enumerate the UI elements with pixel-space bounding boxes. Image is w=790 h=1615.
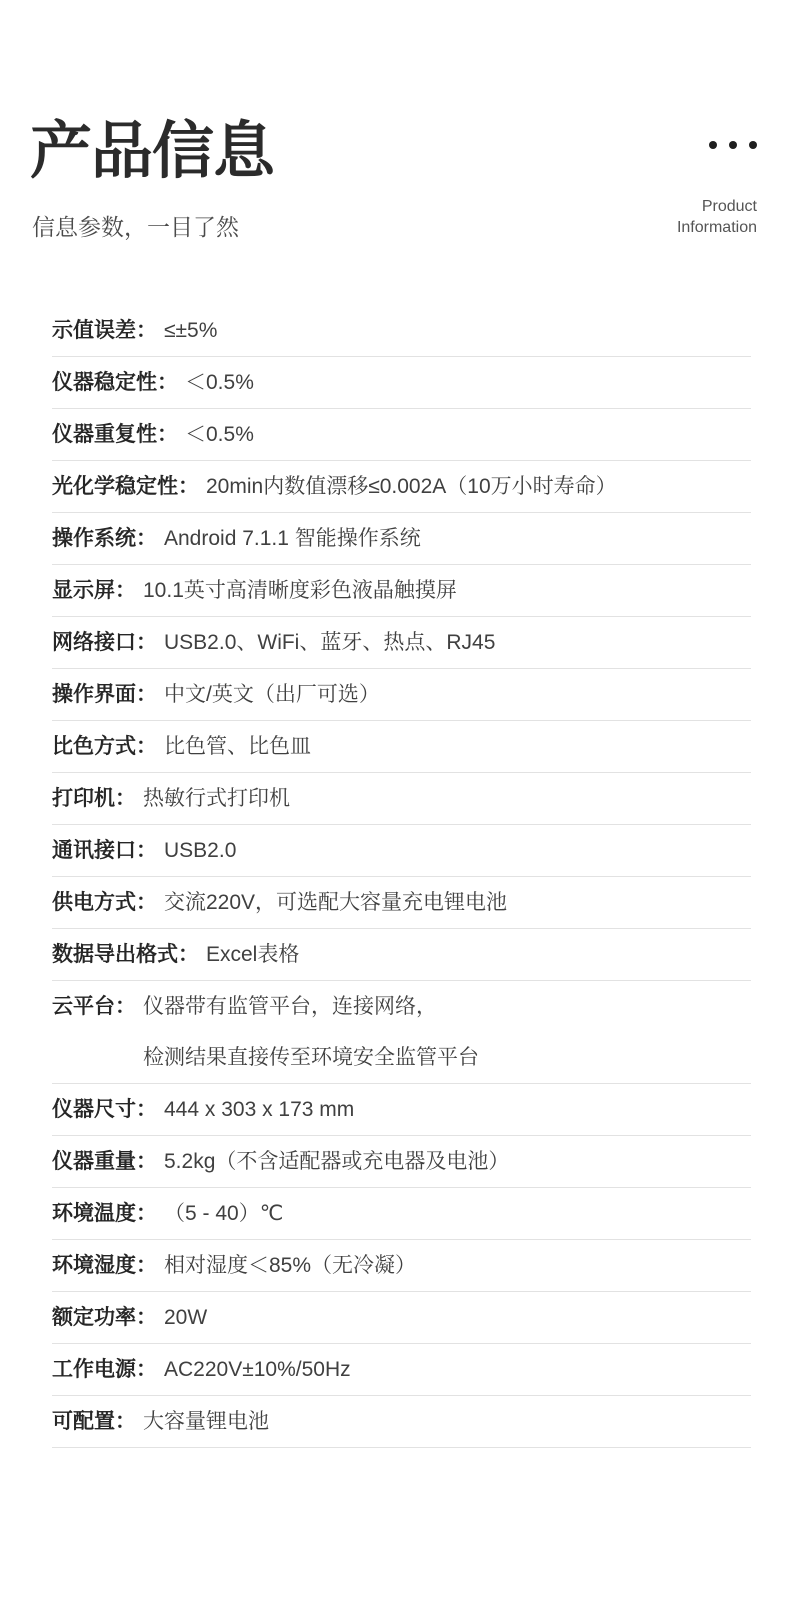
section-header: [0, 0, 790, 247]
spec-value: [164, 305, 217, 356]
spec-value-line1: 热敏行式打印机: [143, 787, 290, 810]
page-subtitle: 信息参数，一目了然: [32, 214, 239, 240]
spec-label: 额定功率：: [52, 1306, 157, 1329]
spec-label: 仪器重量：: [52, 1150, 157, 1173]
spec-label: 操作界面：: [52, 683, 157, 706]
spec-value: [143, 565, 457, 616]
spec-row: [52, 929, 751, 981]
spec-value: [164, 1344, 351, 1395]
spec-label: 通讯接口：: [52, 839, 157, 862]
dot-icon: [709, 141, 717, 149]
spec-label: 操作系统：: [52, 527, 157, 550]
spec-label: 光化学稳定性：: [52, 475, 199, 498]
spec-value-line1: AC220V±10%/50Hz: [164, 1358, 351, 1381]
spec-value-line1: 仪器带有监管平台，连接网络，: [143, 995, 437, 1018]
spec-label: 比色方式：: [52, 735, 157, 758]
spec-value: [164, 825, 236, 876]
spec-label: 示值误差：: [52, 319, 157, 342]
spec-row: [52, 305, 751, 357]
english-caption-line1: Product: [701, 198, 757, 215]
spec-value-line1: 相对湿度＜85%（无冷凝）: [164, 1254, 417, 1277]
spec-value: [164, 1084, 354, 1135]
spec-row: [52, 981, 751, 1084]
spec-value-line1: ≤±5%: [164, 319, 218, 342]
spec-list: [52, 305, 751, 1448]
dot-icon: [749, 141, 757, 149]
spec-row: [52, 617, 751, 669]
spec-row: [52, 1136, 751, 1188]
spec-value: [164, 1292, 207, 1343]
spec-row: [52, 1344, 751, 1396]
spec-value-line1: 20min内数值漂移≤0.002A（10万小时寿命）: [206, 475, 617, 498]
spec-label: 网络接口：: [52, 631, 157, 654]
ellipsis-icon: [677, 141, 757, 149]
spec-value: [164, 1188, 283, 1239]
spec-value: [164, 1240, 416, 1291]
spec-value: [143, 773, 290, 824]
spec-value: [164, 513, 421, 564]
spec-row: [52, 1084, 751, 1136]
spec-label: 数据导出格式：: [52, 943, 199, 966]
spec-value-line1: Excel表格: [206, 943, 300, 966]
spec-value-line1: 10.1英寸高清晰度彩色液晶触摸屏: [143, 579, 457, 602]
spec-value-line1: 交流220V，可选配大容量充电锂电池: [164, 891, 508, 914]
spec-value-line1: USB2.0: [164, 839, 237, 862]
spec-row: [52, 1396, 751, 1448]
english-caption: [677, 196, 757, 238]
spec-label: 云平台：: [52, 995, 136, 1018]
spec-row: [52, 825, 751, 877]
spec-value: [143, 981, 479, 1083]
spec-row: [52, 877, 751, 929]
spec-label: 仪器重复性：: [52, 423, 178, 446]
header-right: [677, 141, 757, 238]
spec-label: 供电方式：: [52, 891, 157, 914]
spec-value: [185, 357, 254, 408]
spec-label: 可配置：: [52, 1410, 136, 1433]
spec-row: [52, 565, 751, 617]
spec-row: [52, 1240, 751, 1292]
spec-value-line1: USB2.0、WiFi、蓝牙、热点、RJ45: [164, 631, 496, 654]
spec-row: [52, 669, 751, 721]
spec-value-line1: （5 - 40）℃: [164, 1202, 284, 1225]
spec-value: [164, 617, 495, 668]
spec-value-line1: 大容量锂电池: [143, 1410, 269, 1433]
spec-row: [52, 357, 751, 409]
spec-label: 环境湿度：: [52, 1254, 157, 1277]
spec-value-line1: 中文/英文（出厂可选）: [164, 683, 380, 706]
spec-row: [52, 773, 751, 825]
spec-value-line1: 比色管、比色皿: [164, 735, 311, 758]
spec-row: [52, 461, 751, 513]
spec-label: 仪器尺寸：: [52, 1098, 157, 1121]
spec-label: 打印机：: [52, 787, 136, 810]
spec-row: [52, 409, 751, 461]
spec-value: [206, 461, 617, 512]
spec-value: [164, 721, 311, 772]
spec-value-line1: 444 x 303 x 173 mm: [164, 1098, 355, 1121]
spec-value-line1: 5.2kg（不含适配器或充电器及电池）: [164, 1150, 510, 1173]
spec-row: [52, 513, 751, 565]
spec-value-line1: ＜0.5%: [185, 371, 254, 394]
spec-label: 仪器稳定性：: [52, 371, 178, 394]
spec-label: 环境温度：: [52, 1202, 157, 1225]
english-caption-line2: Information: [676, 219, 757, 236]
spec-value: [164, 1136, 509, 1187]
spec-value-line1: ＜0.5%: [185, 423, 254, 446]
spec-value-line2: 检测结果直接传至环境安全监管平台: [143, 1046, 479, 1069]
spec-row: [52, 1188, 751, 1240]
spec-value-line1: 20W: [164, 1306, 208, 1329]
spec-label: 工作电源：: [52, 1358, 157, 1381]
spec-value: [206, 929, 299, 980]
spec-value: [164, 669, 380, 720]
page-title: 产品信息: [30, 118, 275, 186]
spec-row: [52, 721, 751, 773]
dot-icon: [729, 141, 737, 149]
spec-value-line1: Android 7.1.1 智能操作系统: [164, 527, 421, 550]
spec-value: [164, 877, 507, 928]
spec-row: [52, 1292, 751, 1344]
spec-value: [185, 409, 254, 460]
spec-value: [143, 1396, 269, 1447]
spec-label: 显示屏：: [52, 579, 136, 602]
